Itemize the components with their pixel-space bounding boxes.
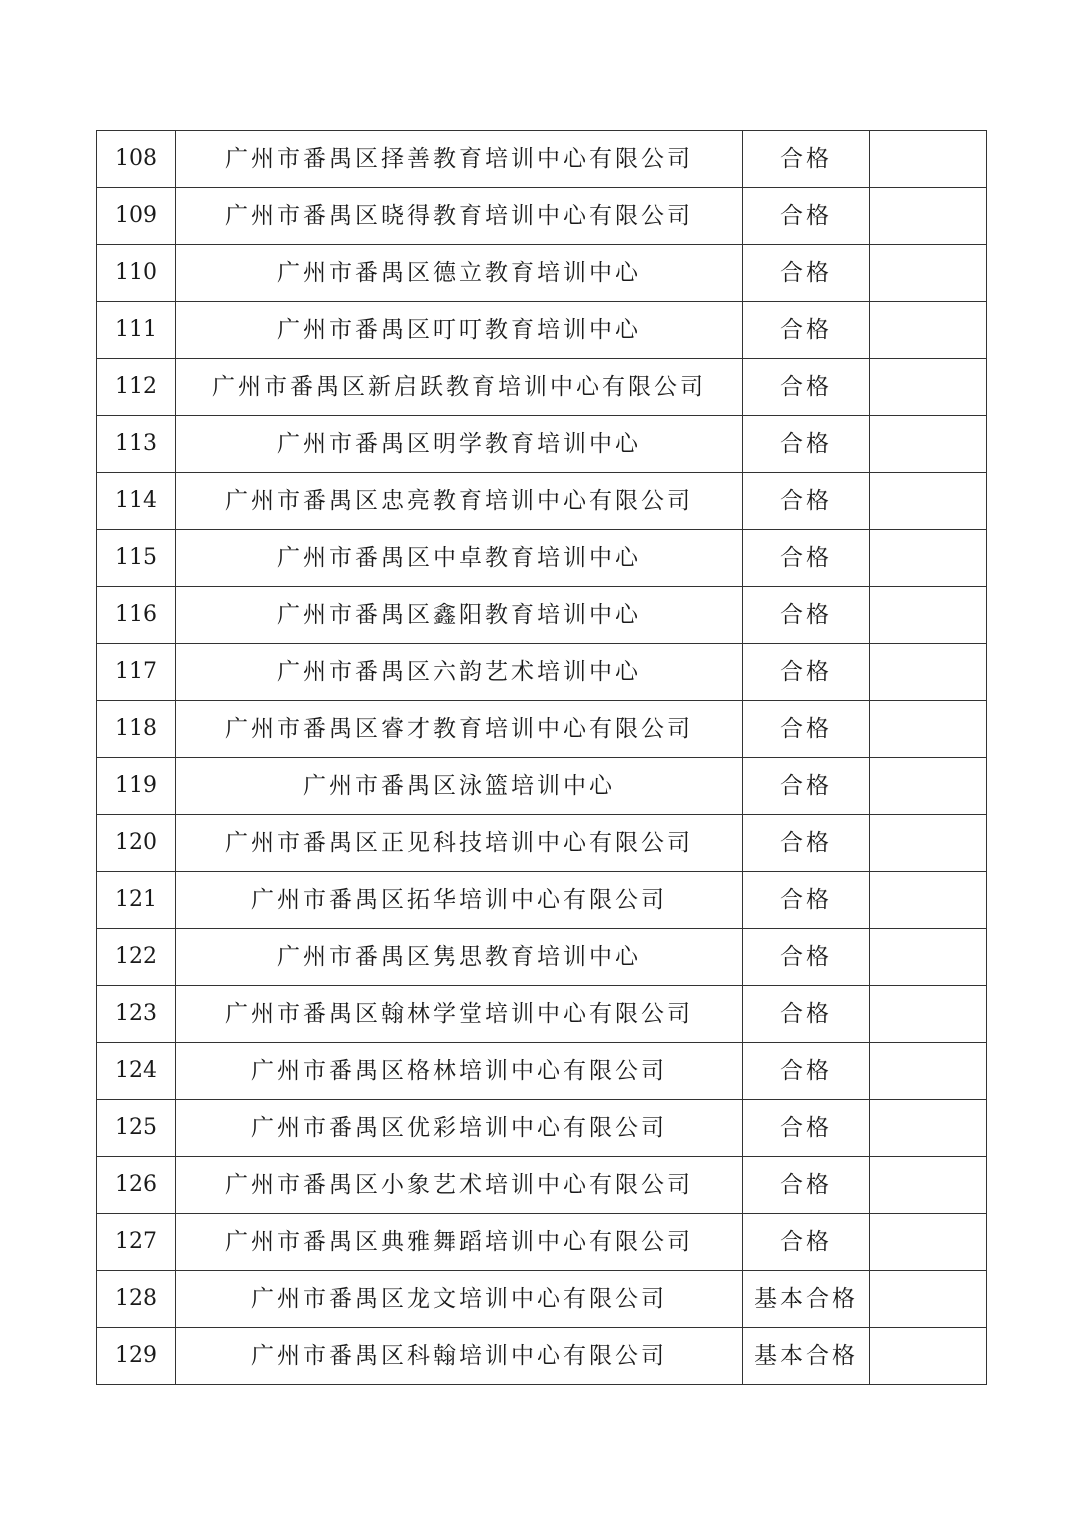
remark-cell	[870, 1271, 987, 1328]
inspection-result-cell: 合格	[743, 188, 870, 245]
inspection-result-cell: 合格	[743, 701, 870, 758]
remark-cell	[870, 245, 987, 302]
remark-cell	[870, 188, 987, 245]
row-number-cell: 110	[97, 245, 176, 302]
inspection-result-cell: 合格	[743, 587, 870, 644]
table-row	[97, 302, 987, 359]
row-number-cell: 124	[97, 1043, 176, 1100]
table-row	[97, 986, 987, 1043]
inspection-result-cell: 合格	[743, 416, 870, 473]
table-row	[97, 416, 987, 473]
table-row	[97, 758, 987, 815]
institution-name-cell: 广州市番禺区鑫阳教育培训中心	[176, 587, 743, 644]
table-row	[97, 188, 987, 245]
inspection-result-cell: 合格	[743, 131, 870, 188]
institution-name-cell: 广州市番禺区正见科技培训中心有限公司	[176, 815, 743, 872]
row-number-cell: 114	[97, 473, 176, 530]
row-number-cell: 125	[97, 1100, 176, 1157]
inspection-result-cell: 合格	[743, 359, 870, 416]
table-row	[97, 1157, 987, 1214]
remark-cell	[870, 1214, 987, 1271]
inspection-result-cell: 合格	[743, 758, 870, 815]
inspection-result-cell: 合格	[743, 530, 870, 587]
institution-name-cell: 广州市番禺区龙文培训中心有限公司	[176, 1271, 743, 1328]
table-row	[97, 872, 987, 929]
table-row	[97, 1100, 987, 1157]
row-number-cell: 120	[97, 815, 176, 872]
table-row	[97, 1214, 987, 1271]
table-row	[97, 359, 987, 416]
inspection-result-cell: 合格	[743, 986, 870, 1043]
remark-cell	[870, 1043, 987, 1100]
institution-name-cell: 广州市番禺区科翰培训中心有限公司	[176, 1328, 743, 1385]
institution-name-cell: 广州市番禺区优彩培训中心有限公司	[176, 1100, 743, 1157]
inspection-result-cell: 合格	[743, 872, 870, 929]
remark-cell	[870, 131, 987, 188]
row-number-cell: 108	[97, 131, 176, 188]
inspection-result-cell: 合格	[743, 1100, 870, 1157]
table-row	[97, 473, 987, 530]
inspection-result-cell: 合格	[743, 815, 870, 872]
inspection-result-cell: 基本合格	[743, 1271, 870, 1328]
institution-name-cell: 广州市番禺区德立教育培训中心	[176, 245, 743, 302]
table-row	[97, 815, 987, 872]
table-row	[97, 245, 987, 302]
remark-cell	[870, 815, 987, 872]
row-number-cell: 126	[97, 1157, 176, 1214]
row-number-cell: 116	[97, 587, 176, 644]
inspection-result-cell: 合格	[743, 1157, 870, 1214]
institution-name-cell: 广州市番禺区隽思教育培训中心	[176, 929, 743, 986]
remark-cell	[870, 359, 987, 416]
remark-cell	[870, 644, 987, 701]
inspection-result-cell: 合格	[743, 245, 870, 302]
institution-name-cell: 广州市番禺区叮叮教育培训中心	[176, 302, 743, 359]
remark-cell	[870, 530, 987, 587]
table-row	[97, 530, 987, 587]
row-number-cell: 113	[97, 416, 176, 473]
institution-name-cell: 广州市番禺区择善教育培训中心有限公司	[176, 131, 743, 188]
inspection-result-cell: 合格	[743, 1043, 870, 1100]
institution-name-cell: 广州市番禺区泳篮培训中心	[176, 758, 743, 815]
table-body	[97, 131, 987, 1385]
table-row	[97, 1328, 987, 1385]
row-number-cell: 112	[97, 359, 176, 416]
remark-cell	[870, 416, 987, 473]
inspection-result-cell: 基本合格	[743, 1328, 870, 1385]
institution-name-cell: 广州市番禺区明学教育培训中心	[176, 416, 743, 473]
row-number-cell: 128	[97, 1271, 176, 1328]
inspection-result-cell: 合格	[743, 473, 870, 530]
remark-cell	[870, 929, 987, 986]
remark-cell	[870, 473, 987, 530]
inspection-result-cell: 合格	[743, 302, 870, 359]
row-number-cell: 127	[97, 1214, 176, 1271]
table-row	[97, 587, 987, 644]
institution-name-cell: 广州市番禺区忠亮教育培训中心有限公司	[176, 473, 743, 530]
row-number-cell: 111	[97, 302, 176, 359]
row-number-cell: 123	[97, 986, 176, 1043]
table-row	[97, 929, 987, 986]
remark-cell	[870, 701, 987, 758]
institution-name-cell: 广州市番禺区格林培训中心有限公司	[176, 1043, 743, 1100]
institution-name-cell: 广州市番禺区六韵艺术培训中心	[176, 644, 743, 701]
institution-name-cell: 广州市番禺区小象艺术培训中心有限公司	[176, 1157, 743, 1214]
institution-name-cell: 广州市番禺区翰林学堂培训中心有限公司	[176, 986, 743, 1043]
remark-cell	[870, 1328, 987, 1385]
remark-cell	[870, 872, 987, 929]
remark-cell	[870, 302, 987, 359]
inspection-result-cell: 合格	[743, 644, 870, 701]
row-number-cell: 121	[97, 872, 176, 929]
remark-cell	[870, 1157, 987, 1214]
institution-name-cell: 广州市番禺区拓华培训中心有限公司	[176, 872, 743, 929]
row-number-cell: 117	[97, 644, 176, 701]
institution-name-cell: 广州市番禺区新启跃教育培训中心有限公司	[176, 359, 743, 416]
inspection-result-cell: 合格	[743, 929, 870, 986]
remark-cell	[870, 587, 987, 644]
row-number-cell: 118	[97, 701, 176, 758]
remark-cell	[870, 1100, 987, 1157]
remark-cell	[870, 986, 987, 1043]
remark-cell	[870, 758, 987, 815]
row-number-cell: 109	[97, 188, 176, 245]
table-row	[97, 1043, 987, 1100]
table-row	[97, 1271, 987, 1328]
results-table	[96, 130, 987, 1385]
institution-name-cell: 广州市番禺区睿才教育培训中心有限公司	[176, 701, 743, 758]
table-row	[97, 131, 987, 188]
row-number-cell: 122	[97, 929, 176, 986]
row-number-cell: 115	[97, 530, 176, 587]
institution-name-cell: 广州市番禺区中卓教育培训中心	[176, 530, 743, 587]
institution-name-cell: 广州市番禺区典雅舞蹈培训中心有限公司	[176, 1214, 743, 1271]
inspection-result-cell: 合格	[743, 1214, 870, 1271]
row-number-cell: 129	[97, 1328, 176, 1385]
table-row	[97, 701, 987, 758]
row-number-cell: 119	[97, 758, 176, 815]
table-row	[97, 644, 987, 701]
institution-name-cell: 广州市番禺区晓得教育培训中心有限公司	[176, 188, 743, 245]
